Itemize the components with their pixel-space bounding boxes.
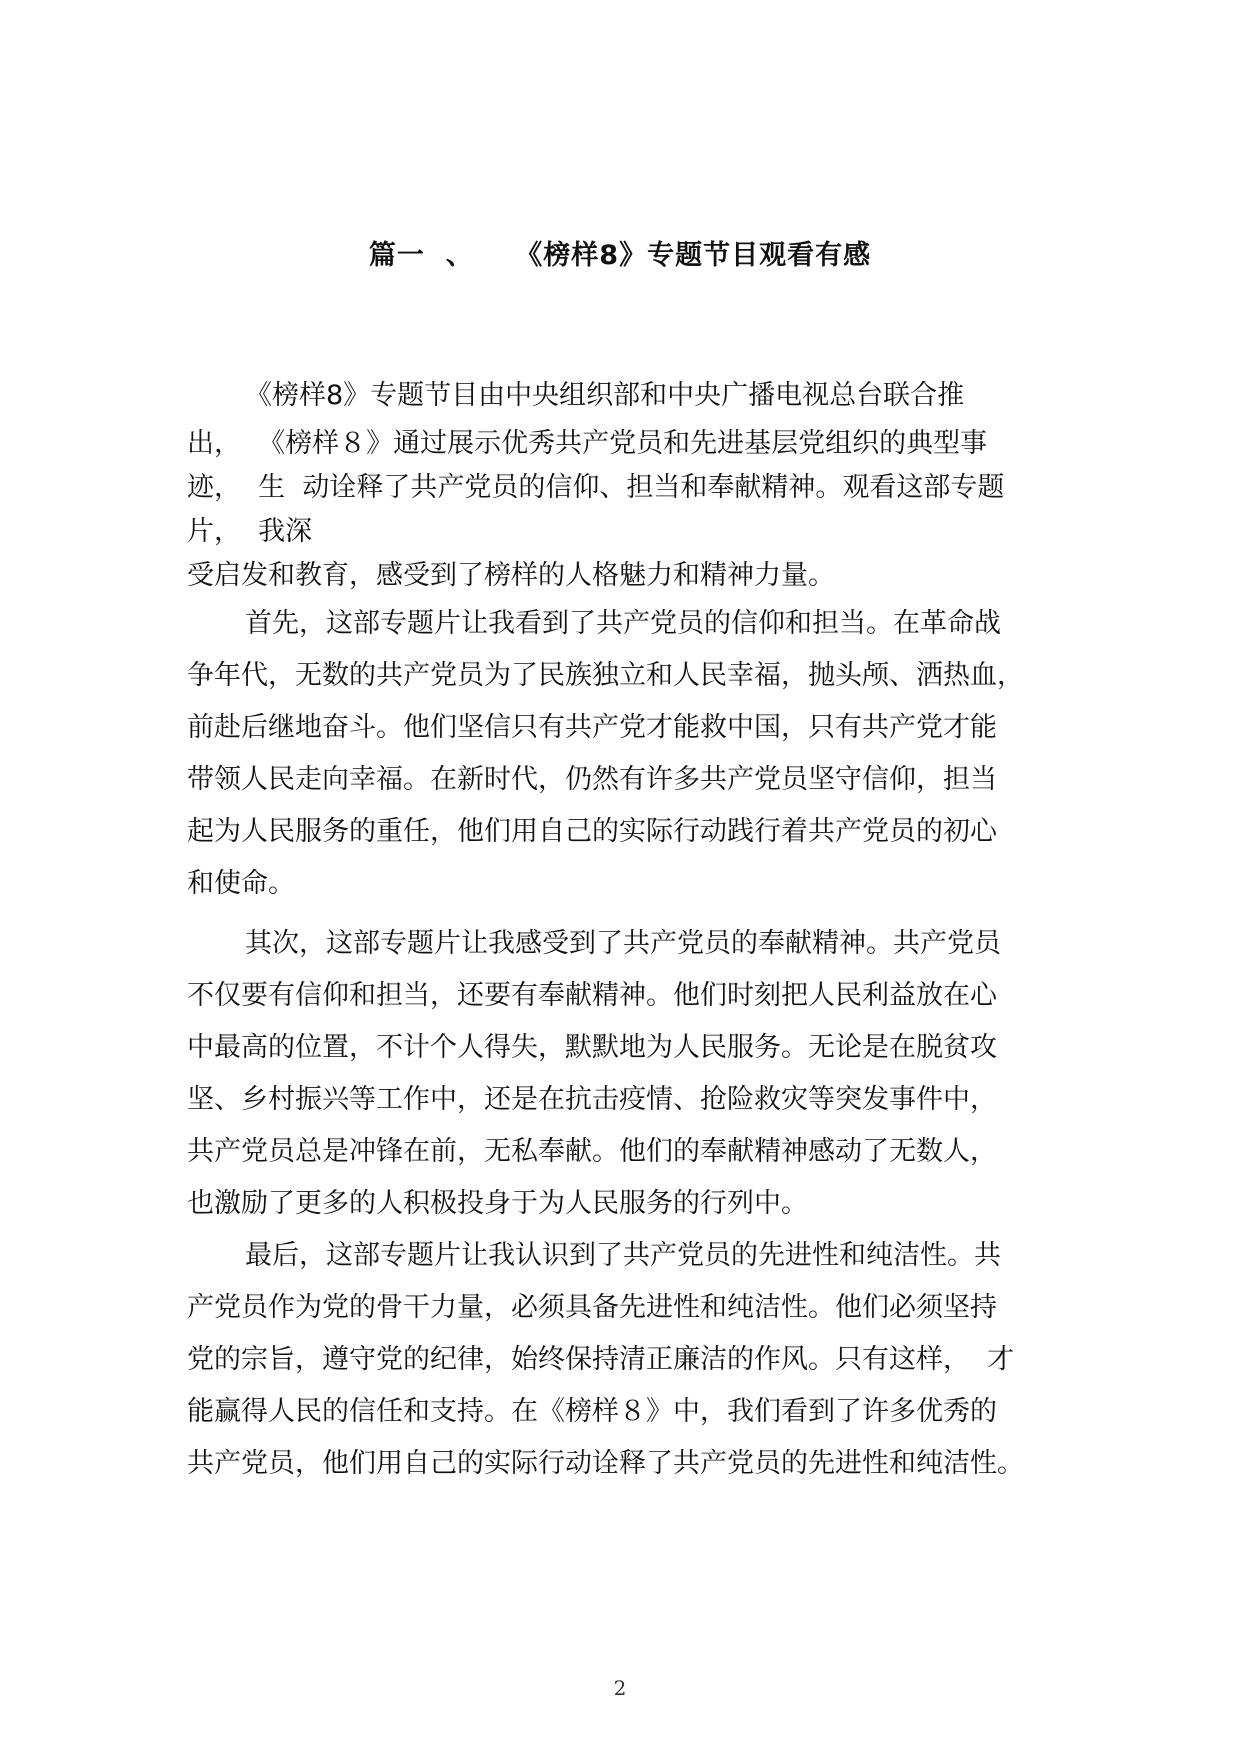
paragraph-2-line-3: 前赴后继地奋斗。他们坚信只有共产党才能救中国，只有共产党才能 bbox=[187, 712, 997, 743]
paragraph-2-line-5: 起为人民服务的重任，他们用自己的实际行动践行着共产党员的初心 bbox=[187, 816, 997, 847]
paragraph-3-line-5: 共产党员总是冲锋在前，无私奉献。他们的奉献精神感动了无数人， bbox=[187, 1136, 997, 1167]
paragraph-1-line-4: 片， 我深 bbox=[187, 516, 313, 547]
paragraph-4-line-4: 能赢得人民的信任和支持。在《榜样８》中，我们看到了许多优秀的 bbox=[187, 1396, 997, 1427]
paragraph-4-line-1: 最后，这部专题片让我认识到了共产党员的先进性和纯洁性。共 bbox=[245, 1240, 1001, 1271]
paragraph-4-line-5: 共产党员，他们用自己的实际行动诠释了共产党员的先进性和纯洁性。 bbox=[187, 1448, 1024, 1479]
paragraph-2-line-1: 首先，这部专题片让我看到了共产党员的信仰和担当。在革命战 bbox=[245, 608, 1001, 639]
page-number: 2 bbox=[613, 1676, 627, 1700]
paragraph-4-line-2: 产党员作为党的骨干力量，必须具备先进性和纯洁性。他们必须坚持 bbox=[187, 1292, 997, 1323]
paragraph-2-line-2: 争年代，无数的共产党员为了民族独立和人民幸福，抛头颅、洒热血， bbox=[187, 660, 1024, 691]
paragraph-2-line-6: 和使命。 bbox=[187, 868, 295, 899]
document-title: 篇一 、 《榜样8》专题节目观看有感 bbox=[368, 240, 872, 271]
paragraph-4-line-3: 党的宗旨，遵守党的纪律，始终保持清正廉洁的作风。只有这样， 才 bbox=[187, 1344, 1015, 1375]
paragraph-3-line-2: 不仅要有信仰和担当，还要有奉献精神。他们时刻把人民利益放在心 bbox=[187, 980, 997, 1011]
paragraph-3-line-4: 坚、乡村振兴等工作中，还是在抗击疫情、抢险救灾等突发事件中， bbox=[187, 1084, 997, 1115]
paragraph-1-line-3: 迹， 生 动诠释了共产党员的信仰、担当和奉献精神。观看这部专题 bbox=[187, 472, 1005, 503]
paragraph-1-line-5: 受启发和教育，感受到了榜样的人格魅力和精神力量。 bbox=[187, 560, 835, 591]
paragraph-1-line-1: 《榜样8》专题节目由中央组织部和中央广播电视总台联合推 bbox=[245, 380, 965, 411]
paragraph-2-line-4: 带领人民走向幸福。在新时代，仍然有许多共产党员坚守信仰，担当 bbox=[187, 764, 997, 795]
paragraph-3-line-6: 也激励了更多的人积极投身于为人民服务的行列中。 bbox=[187, 1188, 808, 1219]
paragraph-3-line-1: 其次，这部专题片让我感受到了共产党员的奉献精神。共产党员 bbox=[245, 928, 1001, 959]
paragraph-1-line-2: 出， 《榜样８》通过展示优秀共产党员和先进基层党组织的典型事 bbox=[187, 428, 988, 459]
document-body bbox=[187, 370, 1067, 1490]
paragraph-3-line-3: 中最高的位置，不计个人得失，默默地为人民服务。无论是在脱贫攻 bbox=[187, 1032, 997, 1063]
paragraph-gap bbox=[187, 910, 1067, 918]
